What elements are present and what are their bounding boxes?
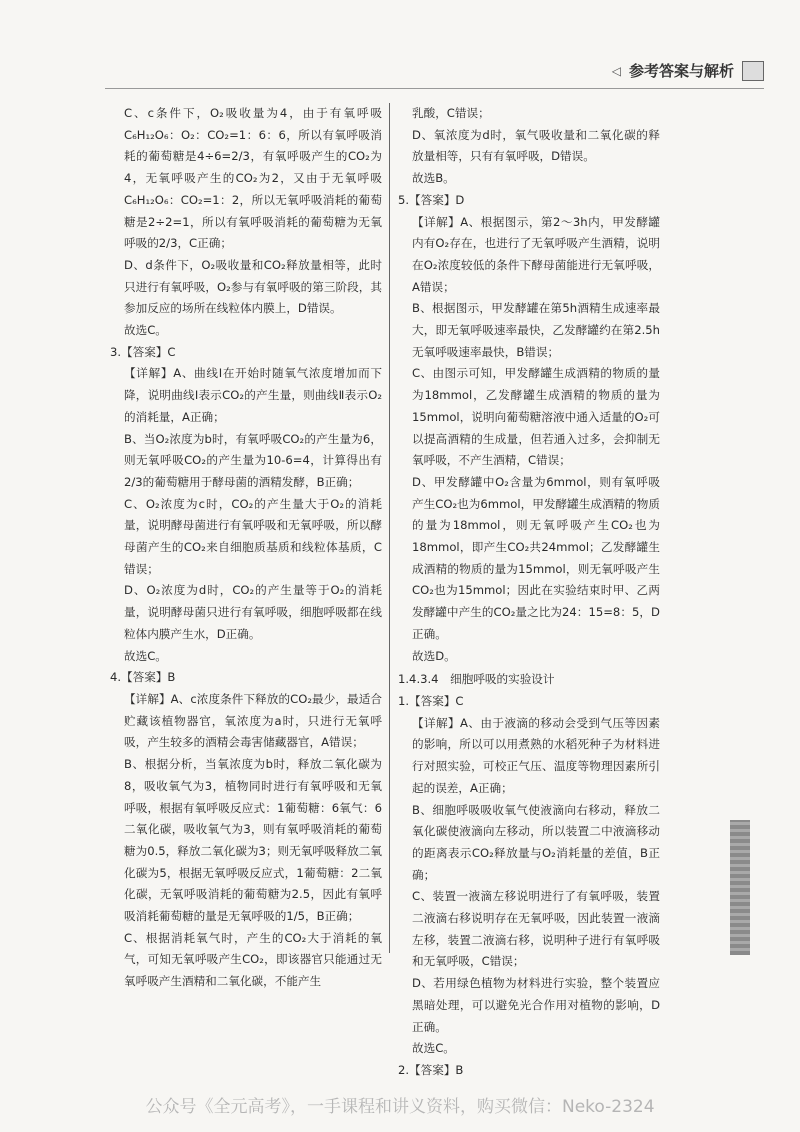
paragraph: B、当O₂浓度为b时，有氧呼吸CO₂的产生量为6，则无氧呼吸CO₂的产生量为10-6=4，计算得出有2/3的葡萄糖用于酵母菌的酒精发酵，B正确； [124,431,382,489]
paragraph: C、由图示可知，甲发酵罐生成酒精的物质的量为18mmol，乙发酵罐生成酒精的物质的量为15mmol，说明向葡萄糖溶液中通入适量的O₂可以提高酒精的生成量，但若通入过多，会抑制无氧呼吸，不产生酒精，C错误； [412,366,660,468]
paragraph: D、O₂浓度为d时，CO₂的产生量等于O₂的消耗量，说明酵母菌只进行有氧呼吸，细胞呼吸都在线粒体内膜产生水，D正确。 [124,583,382,641]
paragraph: 乳酸，C错误； [412,106,490,120]
paragraph: C、装置一液滴左移说明进行了有氧呼吸，装置二液滴右移说明存在无氧呼吸，因此装置一液滴左移，装置二液滴右移，说明种子进行有氧呼吸和无氧呼吸，C错误； [412,889,660,969]
paragraph: B、细胞呼吸吸收氧气使液滴向右移动，释放二氧化碳使液滴向左移动，所以装置二中液滴移动的距离表示CO₂释放量与O₂消耗量的差值，B正确； [412,802,660,882]
header-title: 参考答案与解析 [628,62,734,80]
answer-heading: 5.【答案】D [398,192,465,207]
paragraph: C、c条件下，O₂吸收量为4，由于有氧呼吸C₆H₁₂O₆：O₂：CO₂=1：6：6，所以有氧呼吸消耗的葡萄糖是4÷6=2/3，有氧呼吸产生的CO₂为4，无氧呼吸产生的CO₂为2，又由于无氧呼吸C₆H₁₂O₆：CO₂=1：2，所以无氧呼吸消耗的葡萄糖是2÷2=1，所以有氧呼吸消耗的葡萄糖为无氧呼吸的2/3，C正确； [124,106,382,251]
paragraph: B、根据图示，甲发酵罐在第5h酒精生成速率最大，即无氧呼吸速率最快，乙发酵罐约在第2.5h无氧呼吸速率最快，B错误； [412,301,660,359]
paragraph: 故选C。 [124,648,167,663]
paragraph: 故选D。 [412,648,456,663]
paragraph: D、d条件下，O₂吸收量和CO₂释放量相等，此时只进行有氧呼吸，O₂参与有氧呼吸的第三阶段，其参加反应的场所在线粒体内膜上，D错误。 [124,257,382,316]
paragraph: C、O₂浓度为c时，CO₂的产生量大于O₂的消耗量，说明酵母菌进行有氧呼吸和无氧呼吸，所以酵母菌产生的CO₂来自细胞质基质和线粒体基质，C错误； [124,496,382,576]
side-thumb-tab [730,820,750,955]
paragraph: 故选C。 [124,323,167,338]
header-rule [105,88,764,89]
paragraph: D、氧浓度为d时，氧气吸收量和二氧化碳的释放量相等，只有有氧呼吸，D错误。 [412,127,660,164]
book-logo-icon [742,61,764,81]
paragraph: D、甲发酵罐中O₂含量为6mmol，则有氧呼吸产生CO₂也为6mmol，甲发酵罐生成酒精的物质的量为18mmol，则无氧呼吸产生CO₂也为18mmol，即产生CO₂共24mmol；乙发酵罐生成酒精的物质的量为15mmol，则无氧呼吸产生CO₂也为15mmol；因此在实验结束时甲、乙两发酵罐中产生的CO₂量之比为24：15=8：5，D正确。 [412,474,660,641]
triangle-left-icon: ◁ [611,63,621,78]
answer-heading: 1.【答案】C [398,693,464,708]
page-header [612,60,764,81]
paragraph: B、根据分析，当氧浓度为b时，释放二氧化碳为8，吸收氧气为3，植物同时进行有氧呼吸和无氧呼吸，根据有氧呼吸反应式：1葡萄糖：6氧气：6二氧化碳，吸收氧气为3，则有氧呼吸消耗的葡萄糖为0.5，释放二氧化碳为3；则无氧呼吸释放二氧化碳为5，根据无氧呼吸反应式，1葡萄糖：2二氧化碳，无氧呼吸消耗的葡萄糖为2.5，因此有氧呼吸消耗葡萄糖的量是无氧呼吸的1/5，B正确； [124,757,382,924]
paragraph: C、根据消耗氧气时，产生的CO₂大于消耗的氧气，可知无氧呼吸产生CO₂，即该器官只能通过无氧呼吸产生酒精和二氧化碳，不能产生 [124,930,382,989]
answer-heading: 4.【答案】B [110,670,176,685]
answer-heading: 3.【答案】C [110,344,176,359]
paragraph: 【详解】A、根据图示，第2～3h内，甲发酵罐内有O₂存在，也进行了无氧呼吸产生酒精，说明在O₂浓度较低的条件下酵母菌能进行无氧呼吸，A错误； [412,214,660,294]
paragraph: 故选C。 [412,1041,455,1056]
right-column [398,103,660,1082]
section-heading: 1.4.3.4 细胞呼吸的实验设计 [398,672,555,687]
footer-watermark: 公众号《全元高考》，一手课程和讲义资料，购买微信：Neko-2324 [145,1097,655,1117]
paragraph: D、若用绿色植物为材料进行实验，整个装置应黑暗处理，可以避免光合作用对植物的影响，D正确。 [412,976,660,1034]
paragraph: 【详解】A、曲线Ⅰ在开始时随氧气浓度增加而下降，说明曲线Ⅰ表示CO₂的产生量，则曲线Ⅱ表示O₂的消耗量，A正确； [124,366,382,424]
paragraph: 【详解】A、c浓度条件下释放的CO₂最少，最适合贮藏该植物器官，氧浓度为a时，只进行无氧呼吸，产生较多的酒精会毒害储藏器官，A错误； [124,691,382,750]
left-column [110,103,382,993]
answer-heading: 2.【答案】B [398,1062,464,1077]
column-divider [389,103,390,953]
paragraph: 【详解】A、由于液滴的移动会受到气压等因素的影响，所以可以用煮熟的水稻死种子为材料进行对照实验，可校正气压、温度等物理因素所引起的误差，A正确； [412,715,660,795]
paragraph: 故选B。 [412,171,455,186]
